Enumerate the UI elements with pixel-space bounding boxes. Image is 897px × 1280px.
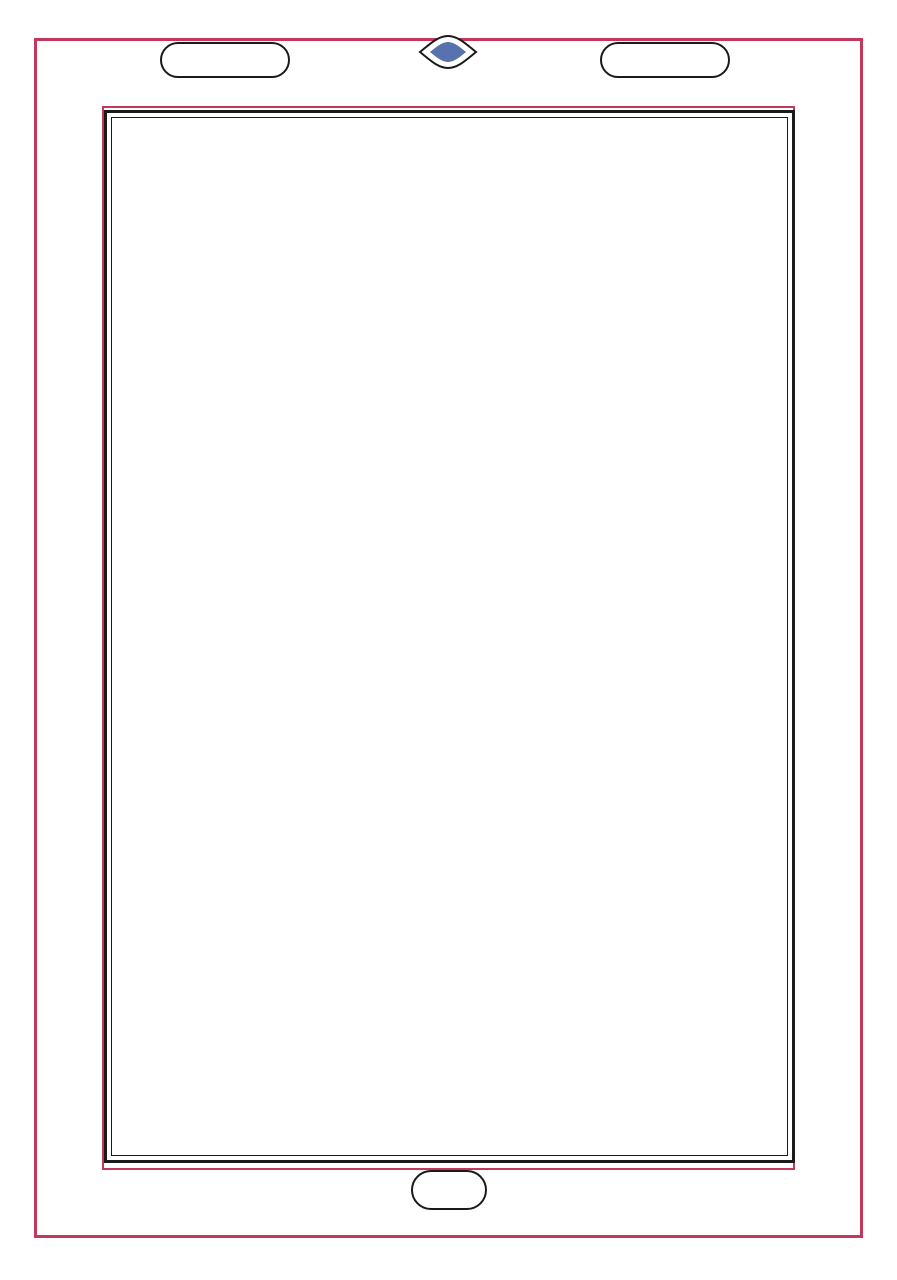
text-panel	[104, 110, 795, 1163]
header-medallion-icon	[418, 34, 478, 70]
frame-left-border	[34, 38, 102, 1238]
frame-right-border	[795, 38, 863, 1238]
juz-label	[160, 42, 290, 78]
surah-label	[600, 42, 730, 78]
page-number	[411, 1170, 487, 1210]
text-panel-inner-border	[111, 117, 788, 1156]
